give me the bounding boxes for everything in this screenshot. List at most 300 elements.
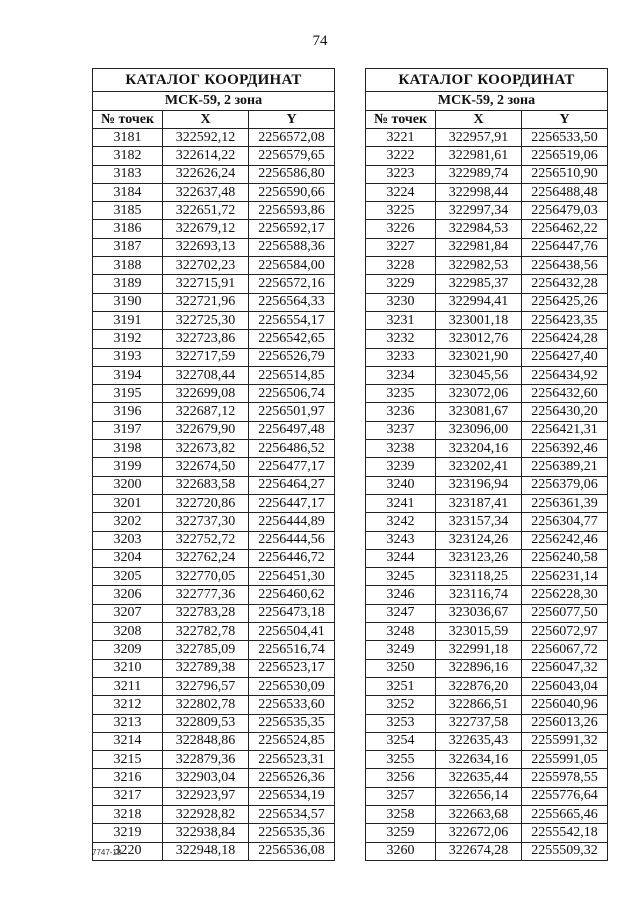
table-row	[93, 183, 335, 201]
point-number-cell: 3233	[366, 348, 436, 366]
y-coordinate-cell: 2256530,09	[249, 677, 335, 695]
x-coordinate-cell: 323096,00	[436, 421, 522, 439]
point-number-cell: 3211	[93, 677, 163, 695]
y-coordinate-cell: 2256564,33	[249, 293, 335, 311]
x-coordinate-cell: 323202,41	[436, 458, 522, 476]
table-row	[366, 330, 608, 348]
point-number-cell: 3239	[366, 458, 436, 476]
table-row	[93, 769, 335, 787]
point-number-cell: 3252	[366, 696, 436, 714]
table-row	[366, 293, 608, 311]
point-number-cell: 3228	[366, 257, 436, 275]
point-number-cell: 3184	[93, 183, 163, 201]
table-row	[366, 403, 608, 421]
point-number-cell: 3181	[93, 129, 163, 147]
x-coordinate-cell: 322673,82	[163, 440, 249, 458]
y-coordinate-cell: 2255665,46	[522, 805, 608, 823]
column-header-x: X	[436, 111, 522, 129]
table-row	[366, 202, 608, 220]
y-coordinate-cell: 2256067,72	[522, 641, 608, 659]
table-row	[93, 476, 335, 494]
table-row	[93, 147, 335, 165]
point-number-cell: 3188	[93, 257, 163, 275]
y-coordinate-cell: 2256579,65	[249, 147, 335, 165]
y-coordinate-cell: 2256434,92	[522, 366, 608, 384]
y-coordinate-cell: 2256444,56	[249, 531, 335, 549]
y-coordinate-cell: 2256526,36	[249, 769, 335, 787]
y-coordinate-cell: 2256304,77	[522, 513, 608, 531]
table-title: КАТАЛОГ КООРДИНАТ	[93, 69, 335, 92]
y-coordinate-cell: 2256047,32	[522, 659, 608, 677]
x-coordinate-cell: 323187,41	[436, 494, 522, 512]
x-coordinate-cell: 323012,76	[436, 330, 522, 348]
point-number-cell: 3192	[93, 330, 163, 348]
y-coordinate-cell: 2256043,04	[522, 677, 608, 695]
table-row	[366, 696, 608, 714]
point-number-cell: 3222	[366, 147, 436, 165]
y-coordinate-cell: 2255991,05	[522, 751, 608, 769]
x-coordinate-cell: 322737,58	[436, 714, 522, 732]
table-row	[93, 677, 335, 695]
table-row	[366, 476, 608, 494]
x-coordinate-cell: 322715,91	[163, 275, 249, 293]
point-number-cell: 3197	[93, 421, 163, 439]
table-row	[366, 549, 608, 567]
point-number-cell: 3248	[366, 623, 436, 641]
table-row	[93, 458, 335, 476]
table-row	[366, 494, 608, 512]
y-coordinate-cell: 2256464,27	[249, 476, 335, 494]
x-coordinate-cell: 323124,26	[436, 531, 522, 549]
y-coordinate-cell: 2256542,65	[249, 330, 335, 348]
x-coordinate-cell: 322802,78	[163, 696, 249, 714]
x-coordinate-cell: 322725,30	[163, 311, 249, 329]
table-row	[366, 623, 608, 641]
point-number-cell: 3255	[366, 751, 436, 769]
x-coordinate-cell: 322663,68	[436, 805, 522, 823]
x-coordinate-cell: 322679,90	[163, 421, 249, 439]
y-coordinate-cell: 2256447,76	[522, 238, 608, 256]
coordinate-catalog-table-right	[365, 68, 608, 861]
table-title: КАТАЛОГ КООРДИНАТ	[366, 69, 608, 92]
x-coordinate-cell: 323021,90	[436, 348, 522, 366]
y-coordinate-cell: 2256479,03	[522, 202, 608, 220]
y-coordinate-cell: 2256588,36	[249, 238, 335, 256]
x-coordinate-cell: 322789,38	[163, 659, 249, 677]
point-number-cell: 3227	[366, 238, 436, 256]
point-number-cell: 3186	[93, 220, 163, 238]
table-row	[93, 421, 335, 439]
point-number-cell: 3191	[93, 311, 163, 329]
y-coordinate-cell: 2256231,14	[522, 568, 608, 586]
table-body	[366, 129, 608, 861]
table-row	[93, 275, 335, 293]
y-coordinate-cell: 2256526,79	[249, 348, 335, 366]
y-coordinate-cell: 2256228,30	[522, 586, 608, 604]
point-number-cell: 3185	[93, 202, 163, 220]
y-coordinate-cell: 2256488,48	[522, 183, 608, 201]
table-body	[93, 129, 335, 861]
x-coordinate-cell: 322634,16	[436, 751, 522, 769]
point-number-cell: 3240	[366, 476, 436, 494]
column-header-point-number: № точек	[93, 111, 163, 129]
y-coordinate-cell: 2256533,60	[249, 696, 335, 714]
y-coordinate-cell: 2256535,35	[249, 714, 335, 732]
coordinate-system-label: МСК-59, 2 зона	[93, 92, 335, 111]
x-coordinate-cell: 322783,28	[163, 604, 249, 622]
y-coordinate-cell: 2255991,32	[522, 732, 608, 750]
table-row	[93, 494, 335, 512]
y-coordinate-cell: 2256584,00	[249, 257, 335, 275]
point-number-cell: 3223	[366, 165, 436, 183]
coordinate-catalog-table-left	[92, 68, 335, 861]
point-number-cell: 3214	[93, 732, 163, 750]
x-coordinate-cell: 322721,96	[163, 293, 249, 311]
y-coordinate-cell: 2255542,18	[522, 824, 608, 842]
x-coordinate-cell: 322679,12	[163, 220, 249, 238]
point-number-cell: 3216	[93, 769, 163, 787]
point-number-cell: 3212	[93, 696, 163, 714]
point-number-cell: 3235	[366, 385, 436, 403]
point-number-cell: 3215	[93, 751, 163, 769]
table-row	[366, 732, 608, 750]
table-row	[366, 366, 608, 384]
x-coordinate-cell: 323081,67	[436, 403, 522, 421]
y-coordinate-cell: 2256072,97	[522, 623, 608, 641]
table-row	[93, 586, 335, 604]
point-number-cell: 3224	[366, 183, 436, 201]
point-number-cell: 3221	[366, 129, 436, 147]
point-number-cell: 3205	[93, 568, 163, 586]
x-coordinate-cell: 322896,16	[436, 659, 522, 677]
y-coordinate-cell: 2256444,89	[249, 513, 335, 531]
table-row	[366, 311, 608, 329]
y-coordinate-cell: 2256242,46	[522, 531, 608, 549]
x-coordinate-cell: 323045,56	[436, 366, 522, 384]
y-coordinate-cell: 2256013,26	[522, 714, 608, 732]
table-row	[366, 275, 608, 293]
point-number-cell: 3257	[366, 787, 436, 805]
x-coordinate-cell: 322923,97	[163, 787, 249, 805]
point-number-cell: 3243	[366, 531, 436, 549]
y-coordinate-cell: 2256361,39	[522, 494, 608, 512]
column-header-y: Y	[522, 111, 608, 129]
table-row	[93, 842, 335, 860]
point-number-cell: 3256	[366, 769, 436, 787]
x-coordinate-cell: 322737,30	[163, 513, 249, 531]
x-coordinate-cell: 323036,67	[436, 604, 522, 622]
point-number-cell: 3218	[93, 805, 163, 823]
y-coordinate-cell: 2256389,21	[522, 458, 608, 476]
document-code: 7747-18	[92, 848, 122, 857]
y-coordinate-cell: 2256430,20	[522, 403, 608, 421]
y-coordinate-cell: 2255509,32	[522, 842, 608, 860]
point-number-cell: 3182	[93, 147, 163, 165]
point-number-cell: 3247	[366, 604, 436, 622]
point-number-cell: 3203	[93, 531, 163, 549]
y-coordinate-cell: 2256427,40	[522, 348, 608, 366]
x-coordinate-cell: 322991,18	[436, 641, 522, 659]
y-coordinate-cell: 2256506,74	[249, 385, 335, 403]
table-row	[93, 641, 335, 659]
point-number-cell: 3209	[93, 641, 163, 659]
point-number-cell: 3208	[93, 623, 163, 641]
table-row	[93, 311, 335, 329]
x-coordinate-cell: 322928,82	[163, 805, 249, 823]
table-row	[366, 751, 608, 769]
table-row	[366, 257, 608, 275]
x-coordinate-cell: 322656,14	[436, 787, 522, 805]
x-coordinate-cell: 322702,23	[163, 257, 249, 275]
y-coordinate-cell: 2256473,18	[249, 604, 335, 622]
x-coordinate-cell: 322809,53	[163, 714, 249, 732]
y-coordinate-cell: 2256504,41	[249, 623, 335, 641]
y-coordinate-cell: 2256392,46	[522, 440, 608, 458]
x-coordinate-cell: 322866,51	[436, 696, 522, 714]
point-number-cell: 3246	[366, 586, 436, 604]
y-coordinate-cell: 2256536,08	[249, 842, 335, 860]
y-coordinate-cell: 2256534,57	[249, 805, 335, 823]
y-coordinate-cell: 2256592,17	[249, 220, 335, 238]
x-coordinate-cell: 322903,04	[163, 769, 249, 787]
table-row	[93, 129, 335, 147]
table-row	[366, 641, 608, 659]
point-number-cell: 3225	[366, 202, 436, 220]
table-row	[93, 549, 335, 567]
table-row	[93, 330, 335, 348]
point-number-cell: 3194	[93, 366, 163, 384]
y-coordinate-cell: 2256590,66	[249, 183, 335, 201]
x-coordinate-cell: 322674,50	[163, 458, 249, 476]
x-coordinate-cell: 322717,59	[163, 348, 249, 366]
point-number-cell: 3258	[366, 805, 436, 823]
y-coordinate-cell: 2256451,30	[249, 568, 335, 586]
x-coordinate-cell: 322997,34	[436, 202, 522, 220]
column-header-y: Y	[249, 111, 335, 129]
x-coordinate-cell: 322785,09	[163, 641, 249, 659]
table-row	[93, 403, 335, 421]
x-coordinate-cell: 322752,72	[163, 531, 249, 549]
x-coordinate-cell: 322770,05	[163, 568, 249, 586]
y-coordinate-cell: 2255978,55	[522, 769, 608, 787]
table-row	[93, 787, 335, 805]
y-coordinate-cell: 2256535,36	[249, 824, 335, 842]
column-header-point-number: № точек	[366, 111, 436, 129]
point-number-cell: 3217	[93, 787, 163, 805]
x-coordinate-cell: 322708,44	[163, 366, 249, 384]
table-row	[93, 531, 335, 549]
table-row	[366, 842, 608, 860]
x-coordinate-cell: 322994,41	[436, 293, 522, 311]
y-coordinate-cell: 2256501,97	[249, 403, 335, 421]
x-coordinate-cell: 323204,16	[436, 440, 522, 458]
point-number-cell: 3238	[366, 440, 436, 458]
point-number-cell: 3245	[366, 568, 436, 586]
point-number-cell: 3187	[93, 238, 163, 256]
x-coordinate-cell: 322796,57	[163, 677, 249, 695]
table-row	[93, 202, 335, 220]
table-row	[366, 677, 608, 695]
point-number-cell: 3183	[93, 165, 163, 183]
y-coordinate-cell: 2256425,26	[522, 293, 608, 311]
table-row	[366, 824, 608, 842]
x-coordinate-cell: 322723,86	[163, 330, 249, 348]
table-row	[93, 440, 335, 458]
y-coordinate-cell: 2256534,19	[249, 787, 335, 805]
point-number-cell: 3202	[93, 513, 163, 531]
table-row	[366, 531, 608, 549]
y-coordinate-cell: 2256446,72	[249, 549, 335, 567]
point-number-cell: 3250	[366, 659, 436, 677]
table-row	[366, 458, 608, 476]
point-number-cell: 3200	[93, 476, 163, 494]
y-coordinate-cell: 2256077,50	[522, 604, 608, 622]
x-coordinate-cell: 322683,58	[163, 476, 249, 494]
table-row	[93, 659, 335, 677]
point-number-cell: 3219	[93, 824, 163, 842]
table-row	[366, 586, 608, 604]
x-coordinate-cell: 322635,43	[436, 732, 522, 750]
point-number-cell: 3230	[366, 293, 436, 311]
x-coordinate-cell: 323072,06	[436, 385, 522, 403]
table-row	[366, 787, 608, 805]
y-coordinate-cell: 2256524,85	[249, 732, 335, 750]
table-row	[93, 220, 335, 238]
x-coordinate-cell: 322699,08	[163, 385, 249, 403]
table-row	[93, 732, 335, 750]
point-number-cell: 3236	[366, 403, 436, 421]
x-coordinate-cell: 322998,44	[436, 183, 522, 201]
x-coordinate-cell: 322626,24	[163, 165, 249, 183]
table-row	[93, 805, 335, 823]
point-number-cell: 3196	[93, 403, 163, 421]
table-row	[366, 440, 608, 458]
x-coordinate-cell: 322592,12	[163, 129, 249, 147]
y-coordinate-cell: 2256462,22	[522, 220, 608, 238]
point-number-cell: 3232	[366, 330, 436, 348]
x-coordinate-cell: 322957,91	[436, 129, 522, 147]
point-number-cell: 3193	[93, 348, 163, 366]
table-row	[93, 238, 335, 256]
x-coordinate-cell: 322777,36	[163, 586, 249, 604]
y-coordinate-cell: 2256447,17	[249, 494, 335, 512]
x-coordinate-cell: 323157,34	[436, 513, 522, 531]
point-number-cell: 3237	[366, 421, 436, 439]
table-row	[366, 238, 608, 256]
y-coordinate-cell: 2256572,08	[249, 129, 335, 147]
table-row	[93, 568, 335, 586]
x-coordinate-cell: 322651,72	[163, 202, 249, 220]
table-row	[93, 824, 335, 842]
table-row	[93, 751, 335, 769]
y-coordinate-cell: 2256486,52	[249, 440, 335, 458]
table-row	[366, 604, 608, 622]
x-coordinate-cell: 322876,20	[436, 677, 522, 695]
table-row	[93, 604, 335, 622]
x-coordinate-cell: 322989,74	[436, 165, 522, 183]
y-coordinate-cell: 2256040,96	[522, 696, 608, 714]
column-header-x: X	[163, 111, 249, 129]
table-row	[366, 385, 608, 403]
x-coordinate-cell: 323196,94	[436, 476, 522, 494]
point-number-cell: 3242	[366, 513, 436, 531]
table-row	[93, 348, 335, 366]
x-coordinate-cell: 322637,48	[163, 183, 249, 201]
x-coordinate-cell: 322985,37	[436, 275, 522, 293]
y-coordinate-cell: 2256516,74	[249, 641, 335, 659]
point-number-cell: 3213	[93, 714, 163, 732]
point-number-cell: 3189	[93, 275, 163, 293]
x-coordinate-cell: 323001,18	[436, 311, 522, 329]
table-row	[366, 348, 608, 366]
point-number-cell: 3241	[366, 494, 436, 512]
point-number-cell: 3254	[366, 732, 436, 750]
table-row	[366, 659, 608, 677]
y-coordinate-cell: 2256572,16	[249, 275, 335, 293]
point-number-cell: 3220	[93, 842, 163, 860]
table-row	[366, 129, 608, 147]
table-row	[366, 805, 608, 823]
table-row	[93, 696, 335, 714]
point-number-cell: 3210	[93, 659, 163, 677]
x-coordinate-cell: 322693,13	[163, 238, 249, 256]
x-coordinate-cell: 322981,84	[436, 238, 522, 256]
x-coordinate-cell: 323118,25	[436, 568, 522, 586]
point-number-cell: 3201	[93, 494, 163, 512]
x-coordinate-cell: 322687,12	[163, 403, 249, 421]
table-row	[93, 623, 335, 641]
x-coordinate-cell: 322982,53	[436, 257, 522, 275]
x-coordinate-cell: 322720,86	[163, 494, 249, 512]
y-coordinate-cell: 2256554,17	[249, 311, 335, 329]
point-number-cell: 3229	[366, 275, 436, 293]
table-row	[93, 257, 335, 275]
y-coordinate-cell: 2256533,50	[522, 129, 608, 147]
table-row	[366, 714, 608, 732]
x-coordinate-cell: 322672,06	[436, 824, 522, 842]
y-coordinate-cell: 2256523,31	[249, 751, 335, 769]
y-coordinate-cell: 2255776,64	[522, 787, 608, 805]
y-coordinate-cell: 2256514,85	[249, 366, 335, 384]
point-number-cell: 3249	[366, 641, 436, 659]
coordinate-system-label: МСК-59, 2 зона	[366, 92, 608, 111]
page-number: 74	[312, 33, 328, 49]
point-number-cell: 3190	[93, 293, 163, 311]
x-coordinate-cell: 322984,53	[436, 220, 522, 238]
y-coordinate-cell: 2256432,28	[522, 275, 608, 293]
table-row	[366, 568, 608, 586]
point-number-cell: 3198	[93, 440, 163, 458]
y-coordinate-cell: 2256424,28	[522, 330, 608, 348]
y-coordinate-cell: 2256421,31	[522, 421, 608, 439]
table-row	[93, 385, 335, 403]
y-coordinate-cell: 2256438,56	[522, 257, 608, 275]
y-coordinate-cell: 2256240,58	[522, 549, 608, 567]
point-number-cell: 3251	[366, 677, 436, 695]
x-coordinate-cell: 322635,44	[436, 769, 522, 787]
table-row	[93, 366, 335, 384]
x-coordinate-cell: 323123,26	[436, 549, 522, 567]
x-coordinate-cell: 322879,36	[163, 751, 249, 769]
x-coordinate-cell: 322938,84	[163, 824, 249, 842]
point-number-cell: 3253	[366, 714, 436, 732]
y-coordinate-cell: 2256497,48	[249, 421, 335, 439]
x-coordinate-cell: 322614,22	[163, 147, 249, 165]
x-coordinate-cell: 323116,74	[436, 586, 522, 604]
y-coordinate-cell: 2256510,90	[522, 165, 608, 183]
y-coordinate-cell: 2256432,60	[522, 385, 608, 403]
point-number-cell: 3231	[366, 311, 436, 329]
